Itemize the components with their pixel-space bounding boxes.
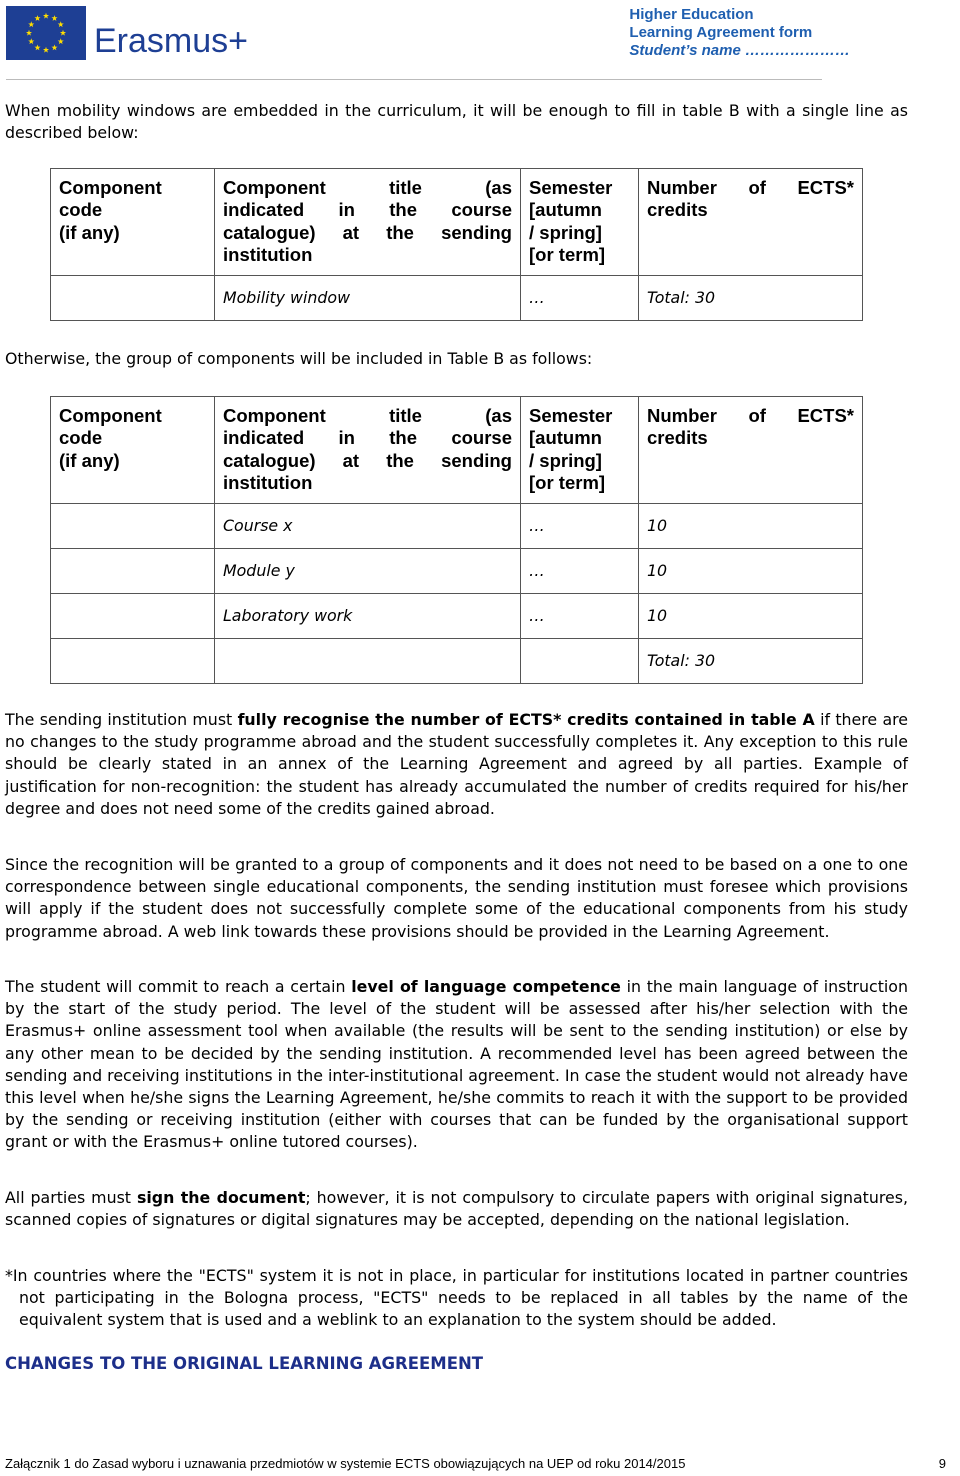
header-word: of	[748, 405, 766, 426]
recognition-paragraph: The sending institution must fully recognise the number of ECTS* credits contained in table A if there are no changes to the study programme abroad and the student successfully completes it. Any exception to this rule should be clearly stated in an annex of the Learning Agreement and agreed by all parties. Example of justification for non-recognition: the student has already accumulated the number of credits required for his/her degree and does not need some of the credits gained abroad.	[5, 710, 908, 818]
cell-credits: 10	[639, 549, 863, 594]
header-text: [autumn	[529, 199, 602, 221]
signature-paragraph: All parties must sign the document; however, it is not compulsory to circulate papers with original signatures, scanned copies of signatures or digital signatures may be accepted, depending on the national legislation.	[5, 1188, 908, 1230]
header-word: credits	[647, 199, 708, 221]
header-word: the	[386, 221, 414, 243]
page-footer	[5, 1456, 946, 1471]
cell-code	[51, 549, 215, 594]
header-line	[223, 177, 512, 199]
header-word: indicated	[223, 199, 305, 221]
col-ects-credits	[639, 169, 863, 276]
table-row	[51, 276, 863, 321]
page-number: 9	[938, 1456, 946, 1471]
header-word: credits	[647, 427, 708, 449]
header-word: of	[748, 177, 766, 198]
cell-semester: …	[521, 594, 639, 639]
footer-text: Załącznik 1 do Zasad wyboru i uznawania przedmiotów w systemie ECTS obowiązujących na UEP od roku 2014/2015	[5, 1456, 686, 1471]
header-word: course	[451, 199, 512, 221]
cell-semester: …	[521, 549, 639, 594]
table-row	[51, 639, 863, 684]
header-word: Number	[647, 405, 717, 426]
header-text: [or term]	[529, 243, 606, 265]
header-line-1: Higher Education	[629, 6, 754, 23]
header-text: code	[59, 199, 103, 221]
language-competence-paragraph: The student will commit to reach a certain level of language competence in the main language of instruction by the start of the study period. The level of the student will be assessed after his/her selection with the Erasmus+ online assessment tool when available (the results will be sent to the sending institution) or else by any other mean to be decided by the sending institution. A recommended level has been agreed between the sending and receiving institutions in the inter-institutional agreement. In case the student would not already have this level when he/she signs the Learning Agreement, he/she commits to reach it with the support to be provided by the sending or receiving institution (either with courses that can be funded by the organisational support grant or with the Erasmus+ online tutored courses).	[5, 977, 908, 1152]
col-component-title	[215, 397, 521, 504]
header-word: Component	[223, 405, 326, 426]
header-word: at	[342, 449, 360, 471]
header-word: course	[451, 427, 512, 449]
header-word: the	[386, 449, 414, 471]
header-line	[647, 199, 854, 221]
cell-title	[215, 639, 521, 684]
cell-credits: 10	[639, 594, 863, 639]
table-row	[51, 504, 863, 549]
table-header-row	[51, 169, 863, 276]
header-text: / spring]	[529, 449, 602, 471]
erasmus-logo	[6, 6, 272, 60]
header-word: the	[389, 427, 418, 449]
header-text: code	[59, 427, 103, 449]
cell-code	[51, 504, 215, 549]
header-text: [autumn	[529, 427, 602, 449]
header-text: Component	[59, 177, 162, 198]
header-text: Component	[59, 405, 162, 426]
table-mobility-window	[50, 168, 863, 321]
header-word: in	[338, 427, 355, 449]
header-word: ECTS*	[797, 405, 854, 426]
header-word: title	[389, 405, 422, 426]
header-line	[647, 177, 854, 199]
header-line	[223, 405, 512, 427]
header-word: catalogue)	[223, 449, 316, 471]
header-word: ECTS*	[797, 177, 854, 198]
form-header	[629, 6, 850, 60]
changes-heading: CHANGES TO THE ORIGINAL LEARNING AGREEMENT	[5, 1354, 484, 1373]
intro-paragraph: When mobility windows are embedded in the curriculum, it will be enough to fill in table B with a single line as described below:	[5, 101, 908, 143]
header-word: the	[389, 199, 418, 221]
cell-semester: …	[521, 504, 639, 549]
cell-semester: …	[521, 276, 639, 321]
header-word: Number	[647, 177, 717, 198]
col-component-code	[51, 397, 215, 504]
eu-flag-icon	[6, 6, 272, 60]
header-word: sending	[441, 449, 512, 471]
col-semester	[521, 397, 639, 504]
header-word: (as	[485, 405, 512, 426]
header-line	[223, 244, 512, 266]
header-word: Component	[223, 177, 326, 198]
header-word: institution	[223, 243, 313, 265]
cell-code	[51, 639, 215, 684]
header-line	[223, 222, 512, 244]
cell-semester	[521, 639, 639, 684]
header-line-2: Learning Agreement form	[629, 24, 813, 41]
header-line	[647, 427, 854, 449]
header-line	[223, 472, 512, 494]
header-text: Semester	[529, 405, 613, 426]
col-component-title	[215, 169, 521, 276]
cell-credits: Total: 30	[639, 276, 863, 321]
header-word: title	[389, 177, 422, 198]
header-text: / spring]	[529, 221, 602, 243]
col-component-code	[51, 169, 215, 276]
header-word: catalogue)	[223, 221, 316, 243]
header-text: (if any)	[59, 449, 120, 471]
header-text: Semester	[529, 177, 613, 198]
col-ects-credits	[639, 397, 863, 504]
cell-credits: 10	[639, 504, 863, 549]
header-line	[647, 405, 854, 427]
cell-code	[51, 276, 215, 321]
table-row	[51, 594, 863, 639]
cell-code	[51, 594, 215, 639]
header-word: institution	[223, 471, 313, 493]
cell-title: Mobility window	[215, 276, 521, 321]
header-word: indicated	[223, 427, 305, 449]
table-row	[51, 549, 863, 594]
header-divider	[6, 79, 822, 80]
header-word: (as	[485, 177, 512, 198]
header-text: [or term]	[529, 471, 606, 493]
svg-text:Erasmus+: Erasmus+	[94, 22, 248, 60]
header-student-name: Student’s name …………………	[629, 42, 850, 59]
cell-title: Module y	[215, 549, 521, 594]
cell-credits: Total: 30	[639, 639, 863, 684]
header-word: sending	[441, 221, 512, 243]
cell-title: Course x	[215, 504, 521, 549]
header-line	[223, 427, 512, 449]
header-text: (if any)	[59, 221, 120, 243]
cell-title: Laboratory work	[215, 594, 521, 639]
table-group-components	[50, 396, 863, 684]
table-header-row	[51, 397, 863, 504]
group-recognition-paragraph: Since the recognition will be granted to a group of components and it does not need to be based on a one to one correspondence between single educational components, the sending institution must foresee which provisions will apply if the student does not successfully complete some of the educational components from his study programme abroad. A web link towards these provisions should be provided in the Learning Agreement.	[5, 855, 908, 941]
header-line	[223, 450, 512, 472]
ects-footnote: *In countries where the "ECTS" system it is not in place, in particular for institutions located in partner countries not participating in the Bologna process, "ECTS" needs to be replaced in all tables by the name of the equivalent system that is used and a weblink to an explanation to the system should be added.	[5, 1266, 908, 1330]
header-word: at	[342, 221, 360, 243]
otherwise-paragraph: Otherwise, the group of components will be included in Table B as follows:	[5, 349, 593, 368]
header-word: in	[338, 199, 355, 221]
col-semester	[521, 169, 639, 276]
header-line	[223, 199, 512, 221]
